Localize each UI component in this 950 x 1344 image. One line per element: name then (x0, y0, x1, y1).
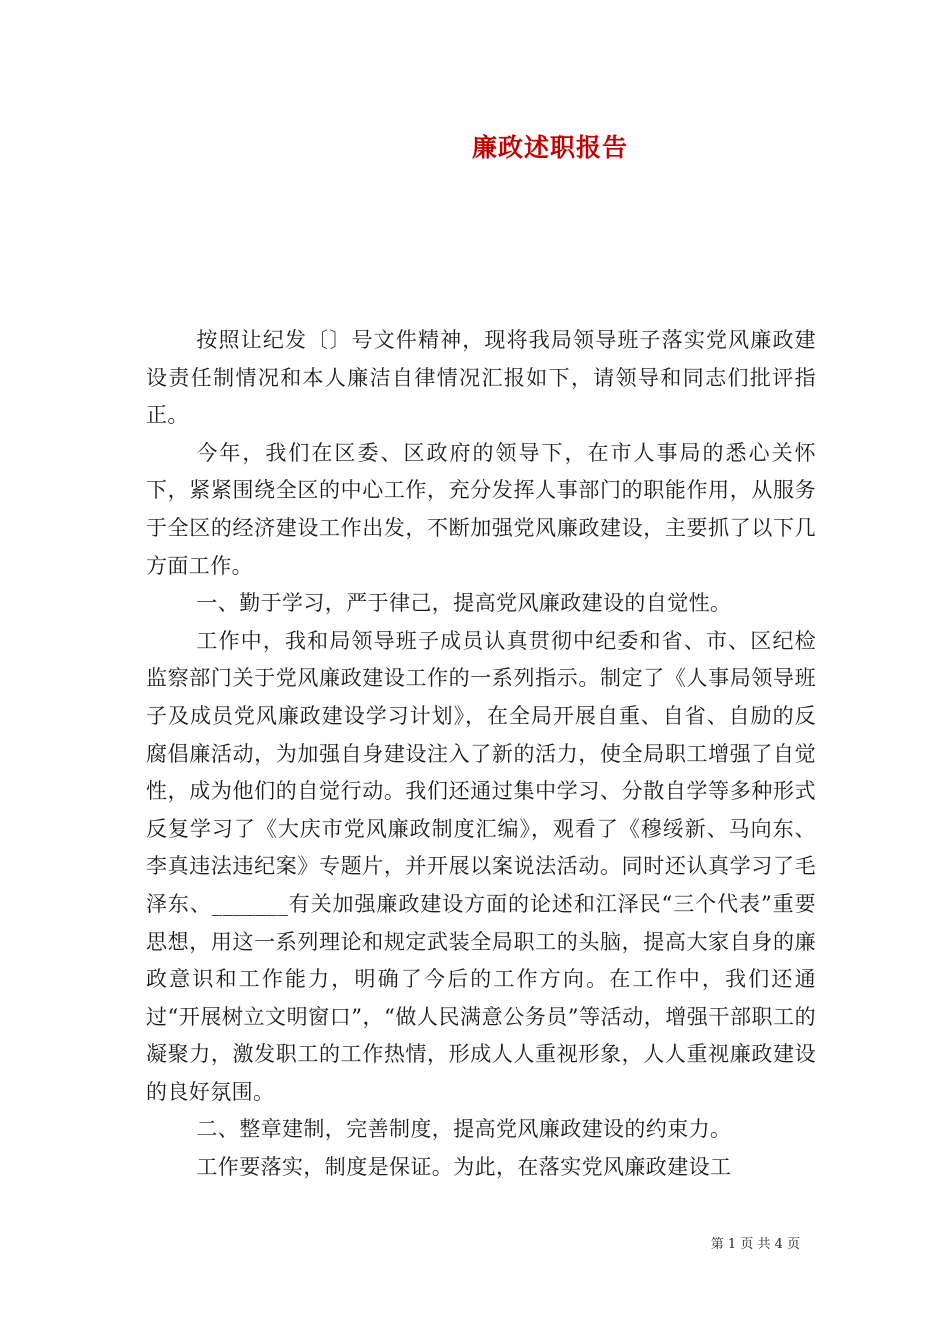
section-heading-1: 一、勤于学习，严于律己，提高党风廉政建设的自觉性。 (196, 591, 732, 616)
section-heading-2: 二、整章建制，完善制度，提高党风廉政建设的约束力。 (196, 1117, 732, 1142)
document-body (146, 322, 816, 1187)
paragraph-section-2: 工作要落实，制度是保证。为此，在落实党风廉政建设工 (196, 1155, 732, 1180)
paragraph-section-1: 工作中，我和局领导班子成员认真贯彻中纪委和省、市、区纪检监察部门关于党风廉政建设工作的一系列指示。制定了《人事局领导班子及成员党风廉政建设学习计划》，在全局开展自重、自省、自励的反腐倡廉活动，为加强自身建设注入了新的活力，使全局职工增强了自觉性，成为他们的自觉行动。我们还通过集中学习、分散自学等多种形式反复学习了《大庆市党风廉政制度汇编》，观看了《穆绥新、马向东、李真违法违纪案》专题片，并开展以案说法活动。同时还认真学习了毛泽东、_______有关加强廉政建设方面的论述和江泽民“三个代表”重要思想，用这一系列理论和规定武装全局职工的头脑，提高大家自身的廉政意识和工作能力，明确了今后的工作方向。在工作中，我们还通过“开展树立文明窗口”，“做人民满意公务员”等活动，增强干部职工的凝聚力，激发职工的工作热情，形成人人重视形象，人人重视廉政建设的良好氛围。 (146, 628, 816, 1104)
page-number-footer: 第 1 页 共 4 页 (710, 1237, 800, 1252)
document-title: 廉政述职报告 (471, 133, 628, 162)
paragraph-intro: 按照让纪发〔〕号文件精神，现将我局领导班子落实党风廉政建设责任制情况和本人廉洁自律情况汇报如下，请领导和同志们批评指正。 (146, 328, 816, 428)
paragraph-overview: 今年，我们在区委、区政府的领导下，在市人事局的悉心关怀下，紧紧围绕全区的中心工作，充分发挥人事部门的职能作用，从服务于全区的经济建设工作出发，不断加强党风廉政建设，主要抓了以下几方面工作。 (146, 440, 816, 578)
